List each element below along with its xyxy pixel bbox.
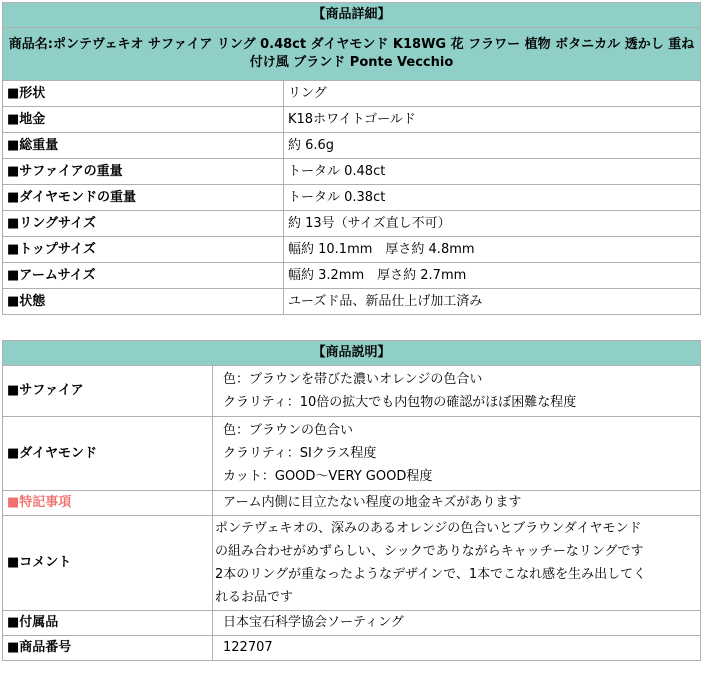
comment-line: の組み合わせがめずらしい、シックでありながらキャッチーなリングです [215, 544, 644, 559]
comment-line: れるお品です [215, 590, 294, 605]
diamond-color: 色：ブラウンの色合い [223, 423, 354, 438]
table-row [3, 611, 701, 636]
accessories-label: ■付属品 [3, 611, 213, 636]
comment-value [213, 516, 701, 611]
item-number-value: 122707 [213, 636, 701, 661]
table-row [3, 289, 701, 315]
table-row [3, 263, 701, 289]
sapphire-weight-label: ■サファイアの重量 [3, 159, 284, 185]
condition-value: ユーズド品、新品仕上げ加工済み [284, 289, 701, 315]
total-weight-label: ■総重量 [3, 133, 284, 159]
diamond-label: ■ダイヤモンド [3, 417, 213, 491]
product-details-table [2, 2, 701, 315]
table-row [3, 211, 701, 237]
comment-line: ポンテヴェキオの、深みのあるオレンジの色合いとブラウンダイヤモンド [215, 521, 642, 536]
metal-value: K18ホワイトゴールド [284, 107, 701, 133]
table-row [3, 516, 701, 611]
table-row [3, 107, 701, 133]
total-weight-value: 約 6.6g [284, 133, 701, 159]
sapphire-clarity: クラリティ：10倍の拡大でも内包物の確認がほぼ困難な程度 [223, 395, 577, 410]
sapphire-value [213, 366, 701, 417]
shape-label: ■形状 [3, 81, 284, 107]
accessories-value: 日本宝石科学協会ソーティング [213, 611, 701, 636]
metal-label: ■地金 [3, 107, 284, 133]
table-row [3, 237, 701, 263]
ring-size-value: 約 13号（サイズ直し不可） [284, 211, 701, 237]
diamond-clarity: クラリティ：SIクラス程度 [223, 446, 377, 461]
sapphire-weight-value: トータル 0.48ct [284, 159, 701, 185]
table-row [3, 81, 701, 107]
table-row [3, 417, 701, 491]
diamond-cut: カット：GOOD～VERY GOOD程度 [223, 469, 433, 484]
top-size-value: 幅約 10.1mm 厚さ約 4.8mm [284, 237, 701, 263]
table-row [3, 491, 701, 516]
product-description-table [2, 340, 701, 661]
special-notes-value: アーム内側に目立たない程度の地金キズがあります [213, 491, 701, 516]
arm-size-value: 幅約 3.2mm 厚さ約 2.7mm [284, 263, 701, 289]
table-row [3, 636, 701, 661]
diamond-value [213, 417, 701, 491]
sapphire-label: ■サファイア [3, 366, 213, 417]
details-header: 【商品詳細】 [3, 3, 701, 28]
table-row [3, 185, 701, 211]
condition-label: ■状態 [3, 289, 284, 315]
diamond-weight-value: トータル 0.38ct [284, 185, 701, 211]
item-number-label: ■商品番号 [3, 636, 213, 661]
comment-label: ■コメント [3, 516, 213, 611]
table-row [3, 133, 701, 159]
sapphire-color: 色：ブラウンを帯びた濃いオレンジの色合い [223, 372, 483, 387]
ring-size-label: ■リングサイズ [3, 211, 284, 237]
comment-line: 2本のリングが重なったようなデザインで、1本でこなれ感を生み出してく [215, 567, 647, 582]
diamond-weight-label: ■ダイヤモンドの重量 [3, 185, 284, 211]
table-row [3, 159, 701, 185]
arm-size-label: ■アームサイズ [3, 263, 284, 289]
shape-value: リング [284, 81, 701, 107]
special-notes-label: ■特記事項 [3, 491, 213, 516]
product-name: 商品名:ポンテヴェキオ サファイア リング 0.48ct ダイヤモンド K18WG 花 フラワー 植物 ボタニカル 透かし 重ね付け風 ブランド Ponte Vecchio [3, 28, 701, 81]
top-size-label: ■トップサイズ [3, 237, 284, 263]
description-header: 【商品説明】 [3, 341, 701, 366]
table-row [3, 366, 701, 417]
